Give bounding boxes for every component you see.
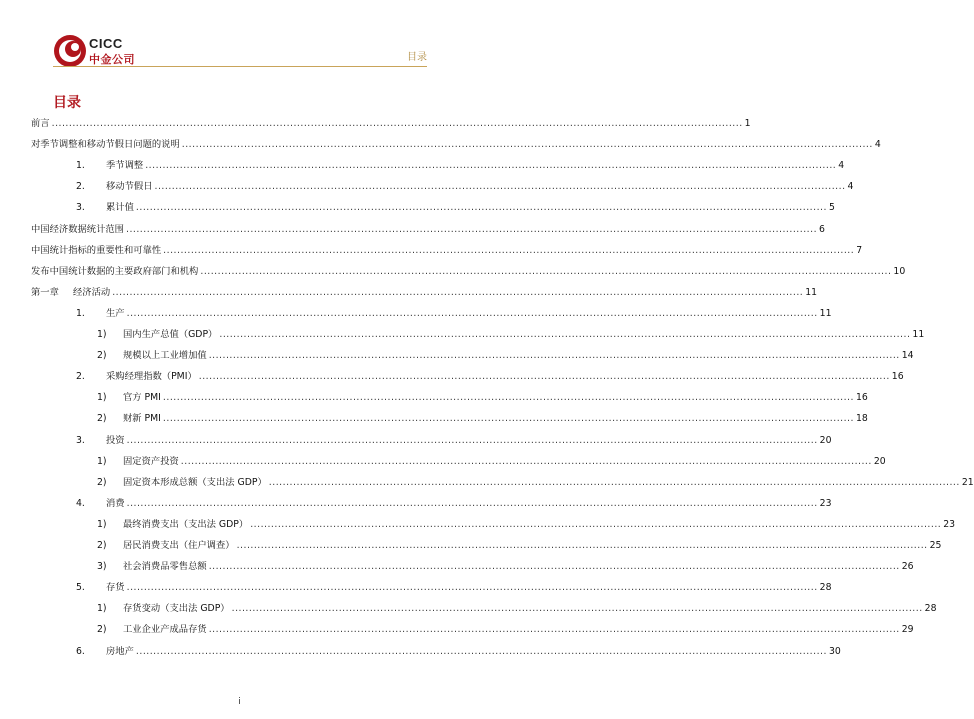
toc-leader-dots: ........................................................................................................................................................................................................ xyxy=(250,518,942,530)
toc-entry-number: 6. xyxy=(76,645,85,657)
toc-entry-page: 28 xyxy=(924,603,937,615)
toc-leader-dots: ........................................................................................................................................................................................................ xyxy=(231,603,923,615)
toc-entry-title: 经济活动 xyxy=(73,286,111,298)
toc-leader-dots: ........................................................................................................................................................................................................ xyxy=(162,392,854,404)
toc-entry-page: 11 xyxy=(805,286,818,298)
toc-entry-title: 季节调整 xyxy=(106,160,144,172)
header-section-title: 目录 xyxy=(407,52,427,63)
toc-entry-number: 第一章 xyxy=(31,286,59,298)
toc-leader-dots: ........................................................................................................................................................................................................ xyxy=(163,244,855,256)
toc-leader-dots: ........................................................................................................................................................................................................ xyxy=(135,202,827,214)
toc-leader-dots: ........................................................................................................................................................................................................ xyxy=(126,497,818,509)
toc-entry-title: 居民消费支出（住户调查） xyxy=(123,540,235,551)
toc-entry-title: 房地产 xyxy=(106,645,134,657)
logo-text: CICC xyxy=(89,36,123,51)
toc-entry[interactable] xyxy=(76,177,854,193)
toc-entry-page: 1 xyxy=(744,118,751,129)
toc-leader-dots: ........................................................................................................................................................................................................ xyxy=(126,307,818,319)
toc-entry-page: 16 xyxy=(891,371,904,383)
page-title: 目录 xyxy=(53,95,81,111)
toc-entry-number: 2) xyxy=(97,476,107,488)
page-number: i xyxy=(238,697,241,707)
toc-entry-number: 1) xyxy=(97,603,107,615)
toc-entry[interactable] xyxy=(97,346,914,362)
toc-entry[interactable] xyxy=(97,388,868,404)
toc-entry-page: 20 xyxy=(819,434,832,446)
toc-leader-dots: ........................................................................................................................................................................................................ xyxy=(112,286,804,298)
toc-entry-number: 5. xyxy=(76,582,85,594)
toc-entry-title: 固定资产投资 xyxy=(123,455,179,467)
toc-entry[interactable] xyxy=(76,578,832,594)
toc-entry-number: 2) xyxy=(97,540,107,551)
toc-entry-page: 28 xyxy=(819,582,832,594)
toc-entry[interactable] xyxy=(97,325,925,341)
toc-entry-title: 官方 PMI xyxy=(123,392,161,404)
toc-entry-number: 3. xyxy=(76,434,85,446)
toc-entry[interactable] xyxy=(31,262,906,278)
toc-entry-number: 3) xyxy=(97,561,107,573)
toc-entry-title: 中国经济数据统计范围 xyxy=(31,223,124,235)
toc-leader-dots: ........................................................................................................................................................................................................ xyxy=(51,118,743,129)
toc-entry-page: 29 xyxy=(901,624,914,636)
toc-entry[interactable] xyxy=(31,135,881,151)
toc-entry-page: 20 xyxy=(873,455,886,467)
toc-leader-dots: ........................................................................................................................................................................................................ xyxy=(154,181,846,193)
toc-entry[interactable] xyxy=(76,367,904,383)
toc-leader-dots: ........................................................................................................................................................................................................ xyxy=(126,582,818,594)
toc-entry[interactable] xyxy=(76,304,832,320)
toc-leader-dots: ........................................................................................................................................................................................................ xyxy=(180,455,872,467)
toc-entry-number: 1) xyxy=(97,455,107,467)
toc-entry[interactable] xyxy=(97,452,886,468)
toc-entry[interactable] xyxy=(97,599,937,615)
cicc-logo-icon xyxy=(53,34,87,68)
toc-entry-title: 社会消费品零售总额 xyxy=(123,561,207,573)
toc-entry-page: 4 xyxy=(838,160,845,172)
toc-entry-title: 累计值 xyxy=(106,202,134,214)
toc-entry-title: 财新 PMI xyxy=(123,413,161,425)
page-header xyxy=(0,0,479,70)
toc-entry[interactable] xyxy=(76,642,841,658)
toc-entry-title: 最终消费支出（支出法 GDP） xyxy=(123,518,249,530)
toc-leader-dots: ........................................................................................................................................................................................................ xyxy=(208,561,900,573)
toc-entry-number: 1. xyxy=(76,307,85,319)
toc-entry-number: 3. xyxy=(76,202,85,214)
toc-leader-dots: ........................................................................................................................................................................................................ xyxy=(181,139,873,151)
toc-leader-dots: ........................................................................................................................................................................................................ xyxy=(236,540,928,551)
toc-entry-page: 11 xyxy=(819,307,832,319)
toc-leader-dots: ........................................................................................................................................................................................................ xyxy=(208,350,900,362)
toc-entry-title: 发布中国统计数据的主要政府部门和机构 xyxy=(31,265,199,277)
toc-leader-dots: ........................................................................................................................................................................................................ xyxy=(125,223,818,235)
toc-entry-page: 23 xyxy=(819,497,832,509)
toc-entry-page: 11 xyxy=(912,329,925,340)
toc-leader-dots: ........................................................................................................................................................................................................ xyxy=(135,645,827,657)
toc-entry-page: 14 xyxy=(901,350,914,362)
toc-entry-title: 工业企业产成品存货 xyxy=(123,624,207,636)
toc-entry-page: 25 xyxy=(929,540,942,551)
toc-leader-dots: ........................................................................................................................................................................................................ xyxy=(162,413,854,425)
toc-leader-dots: ........................................................................................................................................................................................................ xyxy=(145,160,837,172)
toc-entry-title: 规模以上工业增加值 xyxy=(123,350,207,362)
toc-entry[interactable] xyxy=(97,515,956,531)
toc-entry[interactable] xyxy=(97,409,868,425)
toc-entry-page: 4 xyxy=(874,139,881,151)
toc-entry[interactable] xyxy=(31,283,818,299)
toc-entry-page: 5 xyxy=(828,202,835,214)
toc-entry-title: 投资 xyxy=(106,434,125,446)
header-divider xyxy=(53,66,427,67)
toc-entry-title: 前言 xyxy=(31,118,50,129)
toc-entry-title: 国内生产总值（GDP） xyxy=(123,329,218,340)
toc-leader-dots: ........................................................................................................................................................................................................ xyxy=(208,624,900,636)
toc-leader-dots: ........................................................................................................................................................................................................ xyxy=(268,476,960,488)
toc-entry-title: 对季节调整和移动节假日问题的说明 xyxy=(31,139,180,151)
toc-entry-number: 1) xyxy=(97,329,107,340)
toc-entry-number: 2) xyxy=(97,624,107,636)
toc-entry[interactable] xyxy=(97,473,974,489)
toc-leader-dots: ........................................................................................................................................................................................................ xyxy=(126,434,818,446)
toc-entry-number: 1) xyxy=(97,518,107,530)
toc-entry-page: 18 xyxy=(855,413,868,425)
toc-entry-title: 采购经理指数（PMI） xyxy=(106,371,197,383)
toc-entry[interactable] xyxy=(31,114,751,130)
toc-entry-page: 6 xyxy=(819,223,825,235)
logo-text-cn: 中金公司 xyxy=(89,53,135,66)
toc-entry-page: 21 xyxy=(961,476,974,488)
toc-entry-page: 26 xyxy=(901,561,914,573)
toc-entry[interactable] xyxy=(31,220,825,236)
toc-entry[interactable] xyxy=(31,241,863,257)
toc-entry[interactable] xyxy=(97,620,914,636)
toc-entry-page: 4 xyxy=(847,181,854,193)
toc-entry-number: 1) xyxy=(97,392,107,404)
toc-entry-page: 7 xyxy=(856,244,863,256)
toc-entry-number: 4. xyxy=(76,497,85,509)
toc-entry[interactable] xyxy=(97,536,942,552)
toc-entry-page: 10 xyxy=(893,265,906,277)
toc-entry-number: 2) xyxy=(97,350,107,362)
toc-entry-title: 存货 xyxy=(106,582,125,594)
toc-entry-title: 消费 xyxy=(106,497,125,509)
toc-entry-number: 1. xyxy=(76,160,85,172)
toc-entry-page: 23 xyxy=(943,518,956,530)
toc-entry-number: 2. xyxy=(76,371,85,383)
toc-leader-dots: ........................................................................................................................................................................................................ xyxy=(219,329,911,340)
toc-entry-title: 中国统计指标的重要性和可靠性 xyxy=(31,244,162,256)
toc-entry[interactable] xyxy=(76,156,845,172)
toc-entry-number: 2. xyxy=(76,181,85,193)
toc-entry-title: 生产 xyxy=(106,307,125,319)
toc-entry[interactable] xyxy=(76,431,832,447)
toc-entry-number: 2) xyxy=(97,413,107,425)
toc-entry-title: 移动节假日 xyxy=(106,181,153,193)
toc-entry[interactable] xyxy=(97,557,914,573)
toc-entry-title: 存货变动（支出法 GDP） xyxy=(123,603,230,615)
toc-entry-title: 固定资本形成总额（支出法 GDP） xyxy=(123,476,267,488)
toc-entry-page: 16 xyxy=(855,392,868,404)
toc-entry-page: 30 xyxy=(828,645,841,657)
toc-leader-dots: ........................................................................................................................................................................................................ xyxy=(198,371,890,383)
toc-leader-dots: ........................................................................................................................................................................................................ xyxy=(200,265,892,277)
toc-entry[interactable] xyxy=(76,198,835,214)
toc-entry[interactable] xyxy=(76,494,832,510)
